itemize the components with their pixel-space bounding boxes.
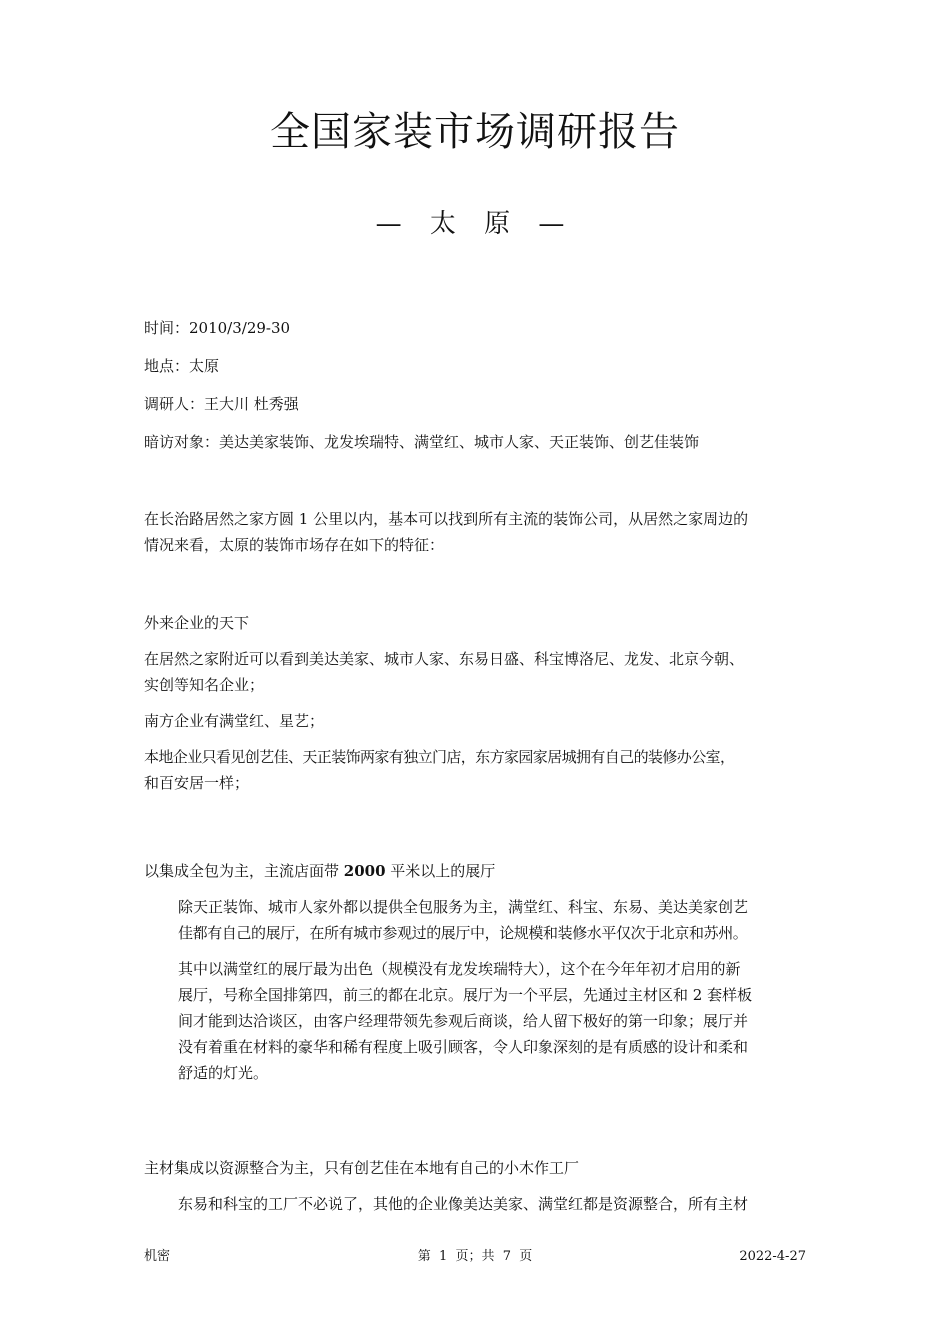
intro-line: 情况来看，太原的装饰市场存在如下的特征：: [144, 536, 445, 554]
paragraph-line: 实创等知名企业；: [144, 676, 265, 694]
paragraph-line: 本地企业只看见创艺佳、天正装饰两家有独立门店，东方家园家居城拥有自己的装修办公室，: [144, 748, 735, 766]
section-paragraph: [144, 646, 808, 698]
paragraph-line: 舒适的灯光。: [178, 1064, 269, 1082]
intro-line: 在长治路居然之家方圆 1 公里以内，基本可以找到所有主流的装饰公司，从居然之家周边的: [144, 510, 749, 528]
paragraph-line: 其中以满堂红的展厅最为出色（规模没有龙发埃瑞特大），这个在今年年初才启用的新: [178, 960, 741, 978]
section-paragraph: [144, 1191, 808, 1217]
heading-bold-number: 2000: [343, 862, 386, 880]
section-paragraph: [144, 744, 808, 796]
section-material-integration: [144, 1155, 808, 1217]
section-paragraph: [144, 894, 808, 946]
section-paragraph: [144, 956, 808, 1086]
footer-page-number: 第 1 页；共 7 页: [417, 1249, 533, 1264]
heading-text: 平米以上的展厅: [385, 862, 496, 880]
paragraph-line: 佳都有自己的展厅，在所有城市参观过的展厅中，论规模和装修水平仅次于北京和苏州。: [178, 924, 748, 942]
section-showrooms: [144, 858, 808, 1086]
footer-date: 2022-4-27: [739, 1249, 806, 1264]
paragraph-line: 展厅，号称全国排第四，前三的都在北京。展厅为一个平层，先通过主材区和 2 套样板: [178, 986, 753, 1004]
meta-time: 时间：2010/3/29-30: [144, 319, 291, 337]
section-heading: [144, 858, 808, 884]
paragraph-line: 在居然之家附近可以看到美达美家、城市人家、东易日盛、科宝博洛尼、龙发、北京今朝、: [144, 650, 745, 668]
section-heading: 主材集成以资源整合为主，只有创艺佳在本地有自己的小木作工厂: [144, 1159, 580, 1177]
paragraph-line: 东易和科宝的工厂不必说了，其他的企业像美达美家、满堂红都是资源整合，所有主材: [178, 1195, 749, 1213]
meta-researchers: 调研人：王大川 杜秀强: [144, 395, 299, 413]
paragraph-line: 间才能到达洽谈区，由客户经理带领先参观后商谈，给人留下极好的第一印象；展厅并: [178, 1012, 749, 1030]
meta-info: [144, 315, 808, 467]
heading-text: 以集成全包为主，主流店面带: [144, 862, 344, 880]
paragraph-line: 除天正装饰、城市人家外都以提供全包服务为主，满堂红、科宝、东易、美达美家创艺: [178, 898, 749, 916]
section-heading: 外来企业的天下: [144, 614, 250, 632]
paragraph-line: 和百安居一样；: [144, 774, 250, 792]
document-title: 全国家装市场调研报告: [270, 109, 680, 155]
document-subtitle: — 太 原 —: [375, 209, 575, 239]
intro-paragraph: [144, 506, 808, 558]
footer-confidential: 机密: [144, 1249, 171, 1264]
section-foreign-companies: [144, 610, 808, 796]
paragraph-line: 没有着重在材料的豪华和稀有程度上吸引顾客，令人印象深刻的是有质感的设计和柔和: [178, 1038, 749, 1056]
meta-targets: 暗访对象：美达美家装饰、龙发埃瑞特、满堂红、城市人家、天正装饰、创艺佳装饰: [144, 433, 700, 451]
meta-place: 地点：太原: [144, 357, 220, 375]
section-paragraph: 南方企业有满堂红、星艺；: [144, 712, 325, 730]
